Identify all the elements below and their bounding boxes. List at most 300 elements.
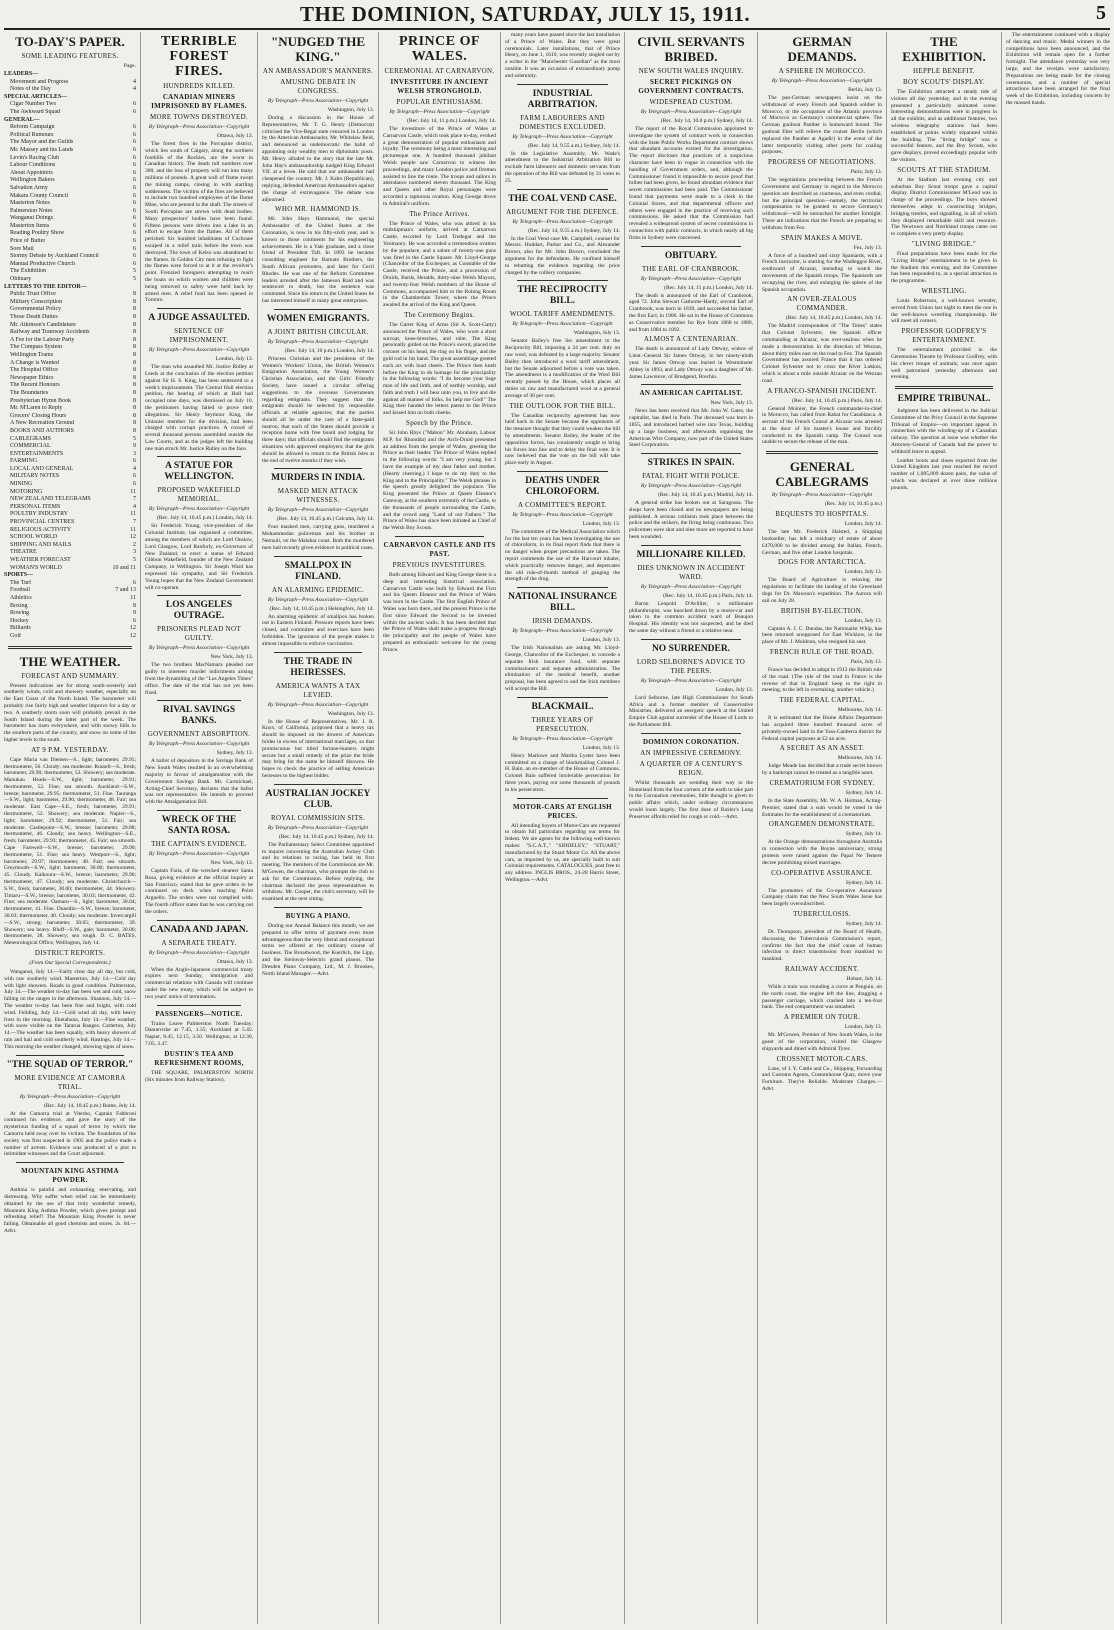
wire-credit: By Telegraph—Press Association—Copyright xyxy=(267,98,369,104)
weather-forecast: Present indications are for strong south-westerly and southerly winds, cold and showery weather, especially on the East Coast of the North Island. The barometer will probably rise fairly high and weather improve for a day or two. A southerly storm soon will probably prevail in the South Island during the latter part of the week. The barometer has risen everywhere, and with snowy hills in the southern parts of the country, and snow on some of the higher levels to the south. xyxy=(4,682,136,743)
wire-credit: By Telegraph—Press Association—Copyright xyxy=(148,851,250,858)
index-entry-page: 8 xyxy=(133,291,136,298)
index-entry xyxy=(4,200,136,208)
advertisement-heading: DUSTIN'S TEA AND REFRESHMENT ROOMS, xyxy=(154,1049,244,1067)
article-subheading: CO-OPERATIVE ASSURANCE. xyxy=(771,868,873,877)
index-entry xyxy=(4,633,136,641)
article-subheading: Speech by the Prince. xyxy=(406,419,473,428)
article-body: During a discussion in the House of Representatives, Mr. T. G. Henry (Democrat) criticised the Vice-Regal state censured in London by the American Ambassador, Mr. Whitelaw Reid, and denounced as undemocratic the habit of appointing only wealthy men to diplomatic posts. Mr. Henry alluded to the story that the late Mr. John Hay's ambassadorship nudged King Edward VII. at a levee. He said that our ambassador had cheapened the country. Mr. J. Kahn (Republican), replying, defended American Ambassadors against the charge of extravagance. The debate was adjourned. xyxy=(262,115,374,203)
index-entry xyxy=(4,473,136,481)
index-entry xyxy=(4,322,136,330)
article-subheading: "LIVING BRIDGE." xyxy=(911,239,977,248)
index-entry-page: 6 xyxy=(133,458,136,465)
article-subheading: BOY SCOUTS' DISPLAY. xyxy=(903,78,985,86)
wire-credit: By Telegraph—Press Association—Copyright xyxy=(640,109,742,115)
article-subheading: PROGRESS OF NEGOTIATIONS. xyxy=(767,158,877,167)
dateline: Melbourne, July 14. xyxy=(837,755,882,762)
index-entry-title: WOMAN'S WORLD xyxy=(10,564,62,571)
article-subheading: PRISONERS PLEAD NOT GUILTY. xyxy=(157,625,241,643)
article-subheading: POPULAR ENTHUSIASM. xyxy=(396,98,483,106)
dateline: (Rec. July 14, 9.55 a.m.) Sydney, July 14. xyxy=(528,227,620,234)
index-entry-title: Cigar Number Two xyxy=(10,101,57,108)
index-entry-page: 8 xyxy=(133,314,136,320)
article-subheading: ALMOST A CENTENARIAN. xyxy=(643,335,739,344)
index-entry xyxy=(4,337,136,345)
index-entry xyxy=(4,549,136,557)
article-body: The Prince of Wales, who was attired in his midshipman's uniform, arrived at Carnarvon Castle, escorted by Lord Tredegar and the Yeomanry. He was accorded a tremendous ovation by the populace, and a salute of twenty-one guns was fired in the Castle Square. Mr. Lloyd-George (Chancellor of the Exchequer, as Constable of the Castle, received the Prince, and a procession of Druids, Bards, Heralds, thirty-nine Welsh Mayors, and twenty-four Welsh members of the House of Commons, accompanied him to the Robing Room in the Chamberlain Tower, where the Prince awaited the arrival of the King and Queen. xyxy=(383,220,496,309)
index-entry-page: 8 xyxy=(133,427,136,434)
index-entry-page: 4 xyxy=(133,503,136,510)
divider xyxy=(517,280,608,281)
wire-credit: By Telegraph—Press Association—Copyright xyxy=(771,492,873,499)
index-entry-title: The Hospital Office xyxy=(10,367,58,374)
article-body: At the Stadium last evening city and suburban Boy Scout troops gave a capital display. District Commissioner M'Leod was in charge of the proceedings. The boys showed themselves adept in constructing bridges, bridging trestles, and signalling, in all of which they displayed remarkable skill and resource. The Newtown and Northland troops came out to complete a very pretty display. xyxy=(891,176,997,238)
index-entry xyxy=(4,565,136,573)
article-subheading: MORE TOWNS DESTROYED. xyxy=(149,113,249,121)
wire-credit: By Telegraph—Press Association—Copyright xyxy=(512,735,613,742)
dateline: (Rec. July 14, 10.45 p.m.) xyxy=(824,501,882,508)
index-entry-page: 4 xyxy=(133,465,136,472)
index-entry-page: 6 xyxy=(133,579,136,586)
article-body: The man who assaulted Mr. Justice Ridley at Leeds at the conclusion of the election petition against Sir H. S. King, has been sentenced to a week's imprisonment. The Central Hull election petition, the hearing of which at Hull had occupied nine days, was dismissed on July 10, the petitioners having failed to prove their allegations. Sir Henry Seymour King, the Unionist member for the division, had been charged with corrupt practices. A crowd of several thousand persons assembled outside the Law Courts, and as the judges left the building one man struck Mr. Justice Ridley on the face. xyxy=(145,364,253,452)
dateline: (Rec. July 14, 10 p.m.) London, July 14. xyxy=(284,347,374,354)
wire-credit: By Telegraph—Press Association—Copyright xyxy=(640,483,742,490)
index-entry-page: 7 xyxy=(133,496,136,503)
index-entry-page: 5 xyxy=(133,435,136,442)
divider xyxy=(395,536,484,537)
article-body: The forest fires in the Porcupine district, which lies south of Calgary, along the northern foothills of the Rockies, are the worst in Canadian history. The death toll numbers over 300, and the loss of property will run into many millions of pounds. A great wall of flame swept the mining camps, closing in with startling suddenness. The victims of the fires are believed to include two hundred employees of the Dome Mine, who are penned in the shaft. The streets of South Porcupine are strewn with dead bodies. Many prospectors' bodies have been found. Fifteen persons were driven into a lake in an effort to escape from the flames. All of them perished. Six hundred inhabitants of Cochrane escaped in a relief train before the town was destroyed. The town of Kelso was abandoned to the flames. In Golden City men refusing to fight the flames were forced to at it at the revolver's point. Frenzied foreigners attempting to reach the boats on which women and children were being removed to safety were held back by armed men. A relief fund has been opened in Toronto. xyxy=(145,141,253,304)
index-entry-page: 8 xyxy=(133,420,136,427)
index-entry xyxy=(4,572,136,580)
index-entry-title: Mr. Massey and his Lands xyxy=(10,146,74,153)
article-headline: NATIONAL INSURANCE BILL. xyxy=(508,592,617,614)
article-subheading: ARGUMENT FOR THE DEFENCE. xyxy=(506,207,619,216)
index-entry-title: Newspaper Ethics xyxy=(10,374,54,381)
index-entry-page: 11 xyxy=(130,511,136,518)
article-headline: THE TRADE IN HEIRESSES. xyxy=(283,656,353,678)
district-reports-heading: DISTRICT REPORTS. xyxy=(34,949,106,958)
index-entry-title: Reform Campaign xyxy=(10,124,55,131)
article-headline: INDUSTRIAL ARBITRATION. xyxy=(527,88,598,110)
article-headline: MILLIONAIRE KILLED. xyxy=(636,549,746,560)
index-entry-title: Boxing xyxy=(10,602,28,609)
dateline: Sydney, July 14. xyxy=(845,879,882,886)
wire-credit: By Telegraph—Press Association—Copyright xyxy=(148,347,250,354)
index-entry xyxy=(4,177,136,185)
dateline: London, July 13. xyxy=(582,520,620,527)
divider xyxy=(641,545,741,546)
index-entry-title: Sore Mail xyxy=(10,245,34,252)
article-subheading: NEW SOUTH WALES INQUIRY. xyxy=(638,67,744,75)
index-entry xyxy=(4,398,136,406)
article-subheading: CREMATORIUM FOR SYDNEY. xyxy=(769,779,875,788)
article-body: The Irish Nationalists are asking Mr. Lloyd-George, Chancellor of the Exchequer, to concede a separate Irish insurance fund, with separate commissioners and separate administration. The elimination of the medical benefit, another proposal, has been agreed to and the Irish members will accept the Bill. xyxy=(505,645,620,693)
index-entry xyxy=(4,71,136,79)
article-subheading: RAILWAY ACCIDENT. xyxy=(785,964,859,973)
column-3 xyxy=(257,32,378,1624)
district-reports-subheading: (From Our Special Correspondents.) xyxy=(29,960,111,967)
index-entry xyxy=(4,519,136,527)
index-entry-page: 5 xyxy=(133,276,136,283)
index-entry-page: 6 xyxy=(133,169,136,176)
dateline: Ottawa, July 13. xyxy=(216,958,253,965)
divider xyxy=(157,810,241,811)
weather-heading: THE WEATHER. xyxy=(19,653,121,669)
article-headline: CANADA AND JAPAN. xyxy=(149,924,249,935)
index-entry xyxy=(4,86,136,94)
article-body: A ballot of depositors in the Savings Bank of New South Wales resulted in an overwhelming majority in favour of amalgamation with the Government Savings Bank. Mr. Carmichael, Acting-Chief Secretary, declares that the ballot was not representative. He intends to proceed with the Amalgamation Bill. xyxy=(145,758,253,806)
index-entry xyxy=(4,246,136,254)
index-entry xyxy=(4,306,136,314)
index-entry-page: 5 xyxy=(133,557,136,563)
article-subheading: ORANGEMEN DEMONSTRATE. xyxy=(768,820,876,829)
article-body: A general strike has broken out at Saragossa. The shops have been closed and no newspapers are being published. A serious collision took place between the police and the strikers, the firing being continuous. Two policemen were shot and nine more are reported to have been wounded. xyxy=(629,500,753,541)
dateline: (Rec. July 14, 10.45 p.m.) Sydney, July 14. xyxy=(279,833,374,840)
article-subheading: AN AMBASSADOR'S MANNERS. xyxy=(262,67,374,75)
column-2 xyxy=(140,32,257,1624)
index-entry-page: 6 xyxy=(133,177,136,184)
wire-credit: By Telegraph—Press Association—Copyright xyxy=(389,109,490,115)
index-entry-title: POULTRY INDUSTRY xyxy=(10,511,69,518)
index-entry-page: 8 xyxy=(133,602,136,609)
wire-credit: By Telegraph—Press Association—Copyright xyxy=(512,321,613,328)
index-entry-page: 6 xyxy=(133,473,136,480)
index-entry-page: 8 xyxy=(133,321,136,328)
divider xyxy=(517,587,608,588)
article-body: Henry Marlowe and Martha Lyster have been committed on a charge of blackmailing Colonel J. H. Bain, an ex-member of the House of Commons. Colonel Bain suffered intolerable persecution for three years, paying out some thousands of pounds to his persecutors. xyxy=(505,752,620,793)
article-headline: SMALLPOX IN FINLAND. xyxy=(284,560,352,582)
divider xyxy=(274,556,362,557)
dateline: London, July 13. xyxy=(844,1024,882,1031)
observations-heading: AT 9 P.M. YESTERDAY. xyxy=(31,745,109,754)
article-body: Princess Christian and the presidents of the Women's Workers' Union, the British Women's Emigration Association, the Young Women's Christian Association, and the Girls' Friendly Society, have issued a circular offering suggestions to the overseas Governments regarding emigrants. They suggest that the emigrants should be selected by responsible officials at reliable agencies; that the parties should all be under the care of a State-paid matron; that each of the States should provide a reception home with free board and lodging for three days; that officials should find the emigrants situations with approved employers; that the girls should be allowed to return to the British Isles at the end of twelve months if they wish. xyxy=(262,355,374,464)
article-subheading: SENTENCE OF IMPRISONMENT. xyxy=(169,327,229,345)
article-subheading: A PREMIER ON TOUR. xyxy=(783,1013,861,1022)
divider xyxy=(8,646,132,649)
dateline: New York, July 13. xyxy=(710,400,753,407)
article-subheading: FRENCH RULE OF THE ROAD. xyxy=(769,648,875,657)
index-entry-title: The Exhibition xyxy=(10,268,47,275)
index-entry xyxy=(4,238,136,246)
article-subheading: A FRANCO-SPANISH INCIDENT. xyxy=(767,386,877,395)
dateline: (Rec. July 14, 10.45 p.m.) London, July 14. xyxy=(157,515,253,522)
article-headline: "THE SQUAD OF TERROR." xyxy=(6,1059,134,1070)
article-body: News has been received that Mr. John W. Gates, the capitalist, has died in Paris. The deceased was born in 1855, and introduced barbed wire into Texas, building up a large business, and afterwards organising the American Wire Company, now part of the United States Steel Corporation. xyxy=(629,408,753,449)
article-body: The Board of Agriculture is relaxing the regulations to facilitate the landing of the Greenland dogs for Dr. Mawson's expedition. The Aurora will sail on July 28. xyxy=(762,577,882,604)
index-entry-title: SPECIAL ARTICLES— xyxy=(4,93,68,100)
index-entry-title: Military Conscription xyxy=(10,298,63,305)
index-entry-title: A Fee for the Labour Party xyxy=(10,336,75,343)
index-entry-page: 11 xyxy=(130,594,136,601)
wire-credit: By Telegraph—Press Association—Copyright xyxy=(512,133,613,140)
index-entry xyxy=(4,534,136,542)
article-subheading: BRITISH BY-ELECTION. xyxy=(780,606,864,615)
index-entry-page: 6 xyxy=(133,481,136,488)
todays-paper-heading: TO-DAY'S PAPER. xyxy=(15,34,125,49)
index-entry-title: The Boundaries xyxy=(10,389,49,396)
index-entry xyxy=(4,208,136,216)
article-headline: "NUDGED THE KING." xyxy=(270,34,366,64)
index-entry-title: A New Recreation Ground xyxy=(10,420,75,427)
article-subheading: A COMMITTEE'S REPORT. xyxy=(518,500,607,509)
index-entry xyxy=(4,481,136,489)
article-subheading: The Ceremony Begins. xyxy=(404,310,475,319)
divider xyxy=(274,309,362,310)
index-entry xyxy=(4,223,136,231)
index-entry-title: BOOKS AND AUTHORS xyxy=(10,427,75,434)
notice-body: Trains Leave Palmerston North Tuesday: Dannevirke at 7.45, 1.35; Auckland at 5.45. Napier, 8.45, 12.15, 3.50. Wellington, at 12.30, 7.05, 3.47. xyxy=(145,1020,253,1047)
index-entry xyxy=(4,625,136,633)
advertisement-body: Asthma is painful and exhausting, enervating, and distressing. Why suffer when relief can be immediately obtained by the use of that truly wonderful remedy, Mountain King Asthma Powder, which gives prompt and refreshing relief? The Mountain King Powder is never failing. Obtainable all good chemists and stores. 2s. 6d.—Advt. xyxy=(4,1187,136,1234)
index-entry-title: GENERAL— xyxy=(4,116,40,123)
article-headline: A JUDGE ASSAULTED. xyxy=(148,313,250,324)
index-entry xyxy=(4,344,136,352)
index-entry xyxy=(4,124,136,132)
wire-credit: By Telegraph—Press Association—Copyright xyxy=(267,701,369,708)
index-entry-page: 6 xyxy=(133,617,136,624)
article-subheading: TUBERCULOSIS. xyxy=(793,909,851,918)
article-body: The Parliamentary Select Committee appointed to inquire concerning the Australian Jockey Club and its relations to racing, has held its first meeting. The members of the Commission are Mr. M'Gowen, the chairman, who prompts the club to ask for the Commission. Before replying, the chairman declared the press representatives to withdraw. Mr. Cooper, the club's secretary, will be examined at the next sitting. xyxy=(262,841,374,903)
wire-credit: By Telegraph—Press Association—Copyright xyxy=(267,507,369,514)
index-entry-title: Athletics xyxy=(10,594,32,601)
dateline: Sydney, July 14. xyxy=(845,831,882,838)
index-entry-title: LOCAL AND GENERAL xyxy=(10,465,74,472)
wire-credit: By Telegraph—Press Association—Copyright xyxy=(267,824,369,831)
article-body: The late Mr. Frederick Halsted, a Shipping bookseller, has left a residuary of estate of about £470,000 to be divided among the Italian, French, German, and five other London hospitals. xyxy=(762,529,882,556)
article-body: In the House of Representatives, Mr. J. R. Knox, of California, proposed that a heavy tax should be imposed on the dowers of American brides in excess of international marriages, so that promiscuous but titled fortune-hunters might secure but a small remedy of the prize the bride may bring for the name he himself disowns. He hopes to check the practice of selling American heiresses to the highest bidder. xyxy=(262,718,374,780)
index-entry xyxy=(4,413,136,421)
advertisement-body: All intending buyers of Motor-Cars are requested to obtain full particulars regarding our terms for Indent. We are agents for the following well-known makes: "S.C.A.T.," "SIDDELEY," "STUART," manufactured by the Stuart Motor Co. All the above cars, as imported by us, are specially built to suit Colonial requirements. CATALOGUES, post free to any address. INGLIS BROS., 24-28 Harris Street, Wellington.—Advt. xyxy=(505,822,620,883)
article-subheading: SCOUTS AT THE STADIUM. xyxy=(897,165,991,174)
dateline: Washington, July 13. xyxy=(327,107,374,113)
masthead-rule xyxy=(4,28,1110,30)
column-5 xyxy=(500,32,624,1624)
divider xyxy=(16,1162,124,1163)
article-subheading: SPAIN MAKES A MOVE. xyxy=(781,233,863,242)
article-body: Four masked men, carrying guns, murdered a Mohammedan policeman and his brother at Netrauli, on the Malabar coast. Both the murdered men had recently given evidence in political cases. xyxy=(262,524,374,551)
newspaper-name: THE DOMINION, xyxy=(300,2,476,26)
index-entry xyxy=(4,215,136,223)
divider xyxy=(274,652,362,653)
index-entry-title: Makara County Council xyxy=(10,192,68,199)
index-entry-title: Notes of the Day xyxy=(10,86,51,93)
article-body: The entertainment continued with a display of dancing and music. Medal winners in the competitions have been announced, and the Exhibition will remain open for a further fortnight. The attendance yesterday was very large, and the receipts were satisfactory. Preparations are being made for the closing ceremonies, and a number of special attractions have been arranged for the final week of the Exhibition, including concerts by the massed bands. xyxy=(1006,32,1110,106)
divider xyxy=(895,386,993,389)
article-subheading: DIES UNKNOWN IN ACCIDENT WARD. xyxy=(637,563,745,581)
index-entry-title: Wellington Trams xyxy=(10,351,54,358)
article-body: Final preparations have been made for the "Living Bridge" entertainment to be given in the Stadium this evening, and the Committee has been responded to, as a special attraction in the programme. xyxy=(891,250,997,285)
index-entry-title: LEADERS— xyxy=(4,71,39,77)
index-entry xyxy=(4,101,136,109)
article-subheading: IRISH DEMANDS. xyxy=(532,617,593,626)
index-entry xyxy=(4,610,136,618)
index-entry xyxy=(4,79,136,87)
dateline: (Rec. July 14, 9.55 a.m.) Sydney, July 14. xyxy=(528,142,620,149)
index-entry-title: FARMING xyxy=(10,458,38,465)
article-body: Mr. M'Gowen, Premier of New South Wales, is the guest of the corporation, visited the Glasgow shipyards and dined with Admiral Tyrer. xyxy=(762,1032,882,1052)
dateline: Ottawa, July 13. xyxy=(216,133,253,139)
article-body: In the State Assembly, Mr. W. A. Holman, Acting-Premier, stated that a sum would be voted in the Estimates for the establishment of a crematorium. xyxy=(762,798,882,818)
index-entry-title: Political Rumours xyxy=(10,131,54,138)
dateline: London, July 13. xyxy=(844,617,882,624)
article-subheading: GOVERNMENT ABSORPTION. xyxy=(147,730,251,739)
dateline: Sydney, July 14. xyxy=(845,790,882,797)
wire-credit: By Telegraph—Press Association—Copyright xyxy=(148,506,250,513)
index-entry-page: 6 xyxy=(133,200,136,207)
index-entry-page: 6 xyxy=(133,139,136,146)
index-entry xyxy=(4,595,136,603)
index-entry-page: 6 xyxy=(133,238,136,245)
article-body: Senator Bailey's free list amendment to the Reciprocity Bill, imposing a 24 per cent. duty on raw wool, was defeated by a large majority. Senator Bailey then introduced a wool tariff amendment, but the Senate adjourned before a vote was taken. The amendment is a modification of the Wool Bill recently passed by the House, which places all duties on raw and manufactured wool at a general average of 30 per cent. xyxy=(505,338,620,399)
article-body: The two brothers MacNamara pleaded not guilty to nineteen murder indictments arising from the dynamiting of the "Los Angeles Times" office. The date of the trial has not yet been fixed. xyxy=(145,662,253,696)
article-subheading: The Prince Arrives. xyxy=(409,209,470,218)
column-7 xyxy=(757,32,886,1624)
article-headline: RIVAL SAVINGS BANKS. xyxy=(162,705,236,727)
divider xyxy=(274,468,362,469)
index-entry-page: 12 xyxy=(130,625,136,632)
article-headline: CARNARVON CASTLE AND ITS PAST. xyxy=(383,541,496,559)
index-entry-title: WEATHER FORECAST xyxy=(10,557,71,563)
index-entry-title: Those Death Duties xyxy=(10,314,58,320)
article-headline: DEATHS UNDER CHLOROFORM. xyxy=(525,475,600,497)
article-subheading: BEQUESTS TO HOSPITALS. xyxy=(775,510,869,519)
index-entry-page: 9 xyxy=(133,443,136,450)
article-headline: A STATUE FOR WELLINGTON. xyxy=(164,461,234,483)
divider xyxy=(641,384,741,385)
index-entry xyxy=(4,420,136,428)
dateline: London, July 13. xyxy=(215,356,253,363)
article-subheading: A JOINT BRITISH CIRCULAR. xyxy=(267,327,369,336)
index-entry-title: LETTERS TO THE EDITOR— xyxy=(4,283,87,290)
wire-credit: By Telegraph—Press Association—Copyright xyxy=(148,645,250,652)
article-body: Both among Edward and King George there is a deep and interesting historical association. Carnarvon Castle was built by Edward the First and his Queen Eleanor and the Prince of Wales was born in the Castle. The first English Prince of Wales was born there, and the present Prince is the first since Edward the Second to be invested within the ancient walls. It has been decided that the Prince of Wales shall make a progress through the principality and the people of Wales have prepared an enthusiastic welcome for the young Prince. xyxy=(383,572,496,653)
index-entry-page: 6 xyxy=(133,207,136,214)
index-entry-page: 3 xyxy=(133,450,136,457)
index-entry-title: The Compass System xyxy=(10,344,62,351)
index-entry xyxy=(4,367,136,375)
article-subheading: FATAL FIGHT WITH POLICE. xyxy=(642,472,740,481)
dateline: New York, July 13. xyxy=(210,654,253,661)
article-headline: THE EXHIBITION. xyxy=(902,34,986,64)
index-entry-title: PERSONAL ITEMS xyxy=(10,503,61,510)
dateline: (Rec. July 14, 10.45 p.m.) Paris, July 14. xyxy=(792,397,882,404)
index-entry-title: Price of Butter xyxy=(10,238,46,245)
article-subheading: THREE YEARS OF PERSECUTION. xyxy=(531,715,594,733)
index-entry-title: Reading Poultry Show xyxy=(10,230,65,237)
article-body: The Exhibition attracted a steady tide of visitors all day yesterday, and in the evening presented a particularly animated scene. Interesting demonstrations were in progress in all the exhibits, and as additional features, two wireless telegraphy stations had been established at points widely separated within the building. The "living bridge" was a successful feature, and the Boy Scouts, who gave displays, proved exceedingly popular with the visitors. xyxy=(891,89,997,163)
index-entry-page: 6 xyxy=(133,245,136,252)
index-entry xyxy=(4,428,136,436)
index-entry-title: Palmerston Notes xyxy=(10,207,53,214)
article-body: Sir Frederick Young, vice-president of the Colonial Institute, has organised a committee, among the members of which are Lord Onslow, Lord Glasgow, Lord Ranfurly, ex-Governors of New Zealand, to erect a statue of Edward Gibbon Wakefield, founder of the New Zealand Company, in Wellington. Sir Joseph Ward has expressed his sympathy, and Sir Frederick Young hopes that the New Zealand Government will co-operate. xyxy=(145,523,253,591)
index-entry-title: MILITARY NOTES xyxy=(10,473,60,480)
article-body: The death is announced of the Earl of Cranbrook, aged 72. John Stewart Gathorne-Hardy, second Earl of Cranbrook, was born in 1839, and succeeded his father, the first Earl, in 1906. He sat in the House of Commons as Conservative member for Rye from 1868 to 1880, and from 1884 to 1892. xyxy=(629,292,753,333)
index-entry-page: 8 xyxy=(133,344,136,351)
dateline: Paris, July 13. xyxy=(850,169,882,176)
index-entry-page: 10 and 11 xyxy=(112,564,136,571)
leading-features-subheading: SOME LEADING FEATURES. xyxy=(21,52,119,60)
article-body: Captain A. J. C. Dundas, the Nationalist Whip, has been returned unopposed for East Wicklow, in the place of Mr. J. Muldoon, who resigned his seat. xyxy=(762,625,882,646)
index-entry-title: MOTORING xyxy=(10,488,43,495)
wire-credit: By Telegraph—Press Association—Copyright xyxy=(512,218,613,225)
index-entry-title: A Change is Wanted xyxy=(10,359,59,366)
article-body: many years have passed since the last installation of a Prince of Wales. But they were great ceremonials. Later installations, that of Prince Henry, on June 1, 1610, was recently singled out by a writer in the "Manchester Guardian" as the most notable. It was an occasion of extraordinary pomp and solemnity. xyxy=(505,32,620,79)
index-entry xyxy=(4,284,136,292)
index-entry-title: Labour Conditions xyxy=(10,162,56,169)
index-entry xyxy=(4,132,136,140)
index-entry-page: 8 xyxy=(133,298,136,305)
index-entry xyxy=(4,451,136,459)
general-cablegrams-heading: GENERAL CABLEGRAMS xyxy=(775,459,869,490)
index-entry-title: MINING xyxy=(10,481,33,488)
index-entry-page: 6 xyxy=(133,253,136,260)
divider xyxy=(274,907,362,908)
index-entry xyxy=(4,557,136,565)
index-entry-title: SPORTS— xyxy=(4,572,34,579)
wire-credit: By Telegraph—Press Association—Copyright xyxy=(148,949,250,956)
article-subheading: THE EARL OF CRANBROOK. xyxy=(641,264,741,273)
article-body: Judge Meade has decided that a trade secret known by a bankrupt cannot be treated as a tangible asset. xyxy=(762,763,882,777)
dateline: Sydney, July 13. xyxy=(216,750,253,757)
article-body: An alarming epidemic of smallpox has broken out in Eastern Finland. Pressure reports have been closed, and committee and exercises have been forbidden. The ignorance of the people makes it almost impossible to enforce vaccination. xyxy=(262,613,374,647)
article-headline: WOMEN EMIGRANTS. xyxy=(266,313,370,324)
index-entry-title: Billiards xyxy=(10,625,31,632)
index-entry-title: THEATRE xyxy=(10,549,37,556)
index-entry-title: Obituary xyxy=(10,276,32,283)
index-entry-title: RELIGIOUS ACTIVITY xyxy=(10,526,72,533)
dateline: (Rec. July 14, 10.45 p.m.) London, July 14. xyxy=(786,315,882,322)
index-entry xyxy=(4,352,136,360)
dateline: Hobart, July 14. xyxy=(846,975,882,982)
index-entry-title: Masterton Notes xyxy=(10,200,50,207)
index-entry xyxy=(4,109,136,117)
index-entry-page: 12 xyxy=(130,632,136,639)
wire-credit: By Telegraph—Press Association—Copyright xyxy=(148,124,250,130)
index-entry xyxy=(4,291,136,299)
index-entry-page: 12 xyxy=(130,534,136,541)
issue-date: SATURDAY, JULY 15, 1911. xyxy=(481,2,751,26)
article-subheading: PROFESSOR GODFREY'S ENTERTAINMENT. xyxy=(901,327,987,345)
article-headline: GERMAN DEMANDS. xyxy=(787,34,857,64)
article-headline: LOS ANGELES OUTRAGE. xyxy=(165,600,233,622)
wire-credit: By Telegraph—Press Association—Copyright xyxy=(640,583,742,590)
column-8 xyxy=(886,32,1001,1624)
index-entry-title: The Mayor and the Guilds xyxy=(10,139,74,146)
column-6 xyxy=(624,32,757,1624)
index-entry-page: 6 xyxy=(133,101,136,108)
article-body: The report of the Royal Commission appointed to investigate the system of contract work in connection with the State Public Works Department contract shows that abundant accounts existed for the investigation. The report discloses that practices of a suspicious character have been in vogue in connection with the handling of Government orders, and, although the Commissioner found it impossible to secure proof that bribes had been given, he found abundant evidence that secret commissions had been paid. The Commissioner found that payments were made to a clerk in the Colonial Stores, and that departmental officers and others were engaged in the practice of receiving such commissions. He asked that the Commission had revealed a widespread system of secret commissions in connection with public contracts, in which nearly all big firms in Sydney were concerned. xyxy=(629,126,753,241)
index-entry-page: 8 xyxy=(133,405,136,412)
index-entry xyxy=(4,382,136,390)
article-body: The Madrid correspondent of "The Times" states that Colonel Sylvestre, the Spanish officer commanding at Alcazar, was over-zealous when he made a demonstration in the direction of Wezzan, about thirty miles east on the road to Fez. The Spanish Government has assured France that it has ordered Colonel Sylvestre not to cross the River Lukkus, which is about a mile outside Alcazar on the Wezzan road. xyxy=(762,323,882,384)
index-entry xyxy=(4,314,136,322)
index-entry xyxy=(4,458,136,466)
divider xyxy=(157,595,241,596)
dateline: London, July 13. xyxy=(715,686,753,693)
divider xyxy=(274,784,362,785)
dateline: Fez, July 13. xyxy=(853,244,882,251)
article-body: In the Legislative Assembly, Mr. Wade's amendment to the Industrial Arbitration Bill to exclude farm labourers and domestic servants from the operation of the Bill was defeated by 31 votes to 25. xyxy=(505,150,620,184)
index-entry-title: Railway and Tramway Accidents xyxy=(10,329,90,336)
index-entry-title: SCHOOL WORLD xyxy=(10,534,58,541)
dateline: London, July 13. xyxy=(582,637,620,644)
article-body: The investiture of the Prince of Wales at Carnarvon Castle, which took place to-day, evoked a great demonstration of popular enthusiasm and loyalty. The ceremony being a most interesting and picturesque one. A hundred thousand jubilant Welsh people saw Carnarvon to witness the proceedings, and many London police and firemen assisted to line the route. The troops and sailors in attendance numbered eleven thousand. The King and Queen and other Royal personages were accorded a rapturous ovation. King George drove in Admiral's uniform. xyxy=(383,126,496,207)
index-entry-title: Presbyterian Hymn Book xyxy=(10,397,71,404)
article-body: While a train was rounding a curve at Penguin, on the north coast, the engine left the line, dragging a passenger carriage, which crashed into a ten-foot bank. The end compartment was smashed. xyxy=(762,983,882,1011)
advertisement-heading: MOTOR-CARS AT ENGLISH PRICES. xyxy=(513,802,612,820)
index-entry-title: Wellington Bakers xyxy=(10,177,55,184)
index-entry xyxy=(4,466,136,474)
